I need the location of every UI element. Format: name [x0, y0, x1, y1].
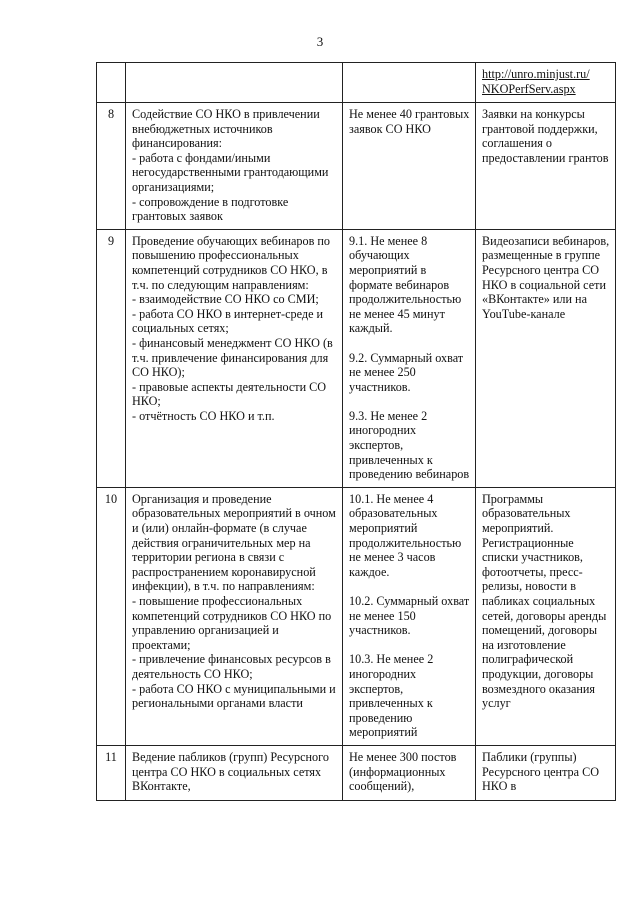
row-number-cell	[97, 103, 126, 230]
row-number-cell	[97, 745, 126, 800]
result-text: Видеозаписи вебинаров, размещенные в группе Ресурсного центра СО НКО в социальной сети «ВКонтакте» или на YouTube-канале	[482, 233, 610, 321]
indicator-cell	[343, 487, 476, 745]
indicator-text: Не менее 300 постов (информационных сообщений),	[349, 749, 457, 794]
row-number-cell	[97, 63, 126, 103]
indicator-text: Не менее 40 грантовых заявок СО НКО	[349, 107, 470, 136]
indicator-text: 9.1. Не менее 8 обучающих мероприятий в формате вебинаров продолжительностью не менее 45 минут каждый.	[349, 233, 462, 336]
table-row	[97, 745, 616, 800]
result-cell	[476, 745, 616, 800]
event-text: - взаимодействие СО НКО со СМИ;	[132, 292, 319, 307]
table-row	[97, 103, 616, 230]
row-number: 9	[107, 233, 115, 248]
event-text: - отчётность СО НКО и т.п.	[132, 408, 275, 423]
indicator-text: 9.3. Не менее 2 иногородних экспертов, привлеченных к проведению вебинаров	[349, 408, 470, 482]
indicator-cell	[343, 103, 476, 230]
event-text: - работа СО НКО в интернет-среде и социальных сетях;	[132, 306, 324, 336]
result-cell	[476, 63, 616, 103]
indicator-text: 9.2. Суммарный охват не менее 250 участников.	[349, 350, 464, 394]
event-cell	[126, 229, 343, 487]
result-cell	[476, 229, 616, 487]
result-text: Паблики (группы) Ресурсного центра СО НКО в	[482, 749, 600, 794]
result-text: Заявки на конкурсы грантовой поддержки, соглашения о предоставлении грантов	[482, 107, 609, 165]
indicator-text: 10.3. Не менее 2 иногородних экспертов, привлеченных к проведению мероприятий	[349, 652, 434, 740]
event-text: Ведение пабликов (групп) Ресурсного центра СО НКО в социальных сетях ВКонтакте,	[132, 749, 329, 794]
event-text: Содействие СО НКО в привлечении внебюджетных источников финансирования:	[132, 107, 320, 151]
row-number: 8	[107, 107, 115, 121]
row-number-cell	[97, 487, 126, 745]
event-cell	[126, 63, 343, 103]
event-cell	[126, 487, 343, 745]
row-number: 10	[104, 491, 118, 506]
indicator-cell	[343, 229, 476, 487]
event-cell	[126, 103, 343, 230]
event-text: - повышение профессиональных компетенций сотрудников СО НКО по управлению организацией и проектами;	[132, 594, 332, 652]
event-text: - сопровождение в подготовке грантовых заявок	[132, 194, 289, 224]
registry-link-part1[interactable]: http://unro.minjust.ru/	[482, 67, 590, 81]
indicator-text: 10.1. Не менее 4 образовательных мероприятий продолжительностью не менее 3 часов каждое.	[349, 491, 462, 579]
event-text: - финансовый менеджмент СО НКО (в т.ч. привлечение финансирования для СО НКО);	[132, 335, 333, 380]
page-number: 3	[316, 34, 324, 49]
event-cell	[126, 745, 343, 800]
event-text: - работа с фондами/иными негосударственными грантодающими организациями;	[132, 150, 329, 194]
row-number-cell	[97, 229, 126, 487]
indicator-cell	[343, 63, 476, 103]
event-text: - привлечение финансовых ресурсов в деятельность СО НКО;	[132, 652, 331, 681]
registry-link-part2[interactable]: NKOPerfServ.aspx	[482, 81, 576, 96]
event-text: Проведение обучающих вебинаров по повышению профессиональных компетенций сотрудников СО НКО, в т.ч. по следующим направлениям:	[132, 233, 330, 292]
indicator-cell	[343, 745, 476, 800]
indicator-text: 10.2. Суммарный охват не менее 150 участников.	[349, 594, 470, 638]
event-text: Организация и проведение образовательных мероприятий в очном и (или) онлайн-формате (в случае действия ограничительных мер на территории региона в связи с распространением коронавирусной инфекции), в т.ч. по направлениям:	[132, 491, 336, 594]
event-text: - правовые аспекты деятельности СО НКО;	[132, 379, 327, 409]
result-cell	[476, 487, 616, 745]
table-row	[97, 229, 616, 487]
table-row	[97, 487, 616, 745]
event-text: - работа СО НКО с муниципальными и региональными органами власти	[132, 681, 336, 711]
result-text: Программы образовательных мероприятий. Регистрационные списки участников, фотоотчеты, пресс-релизы, новости в пабликах социальных сетей, договоры аренды помещений, договоры на изготовление полиграфической продукции, договоры возмездного оказания услуг	[482, 491, 607, 711]
result-cell	[476, 103, 616, 230]
row-number: 11	[105, 749, 117, 764]
table-row	[97, 63, 616, 103]
plan-table	[96, 62, 616, 801]
